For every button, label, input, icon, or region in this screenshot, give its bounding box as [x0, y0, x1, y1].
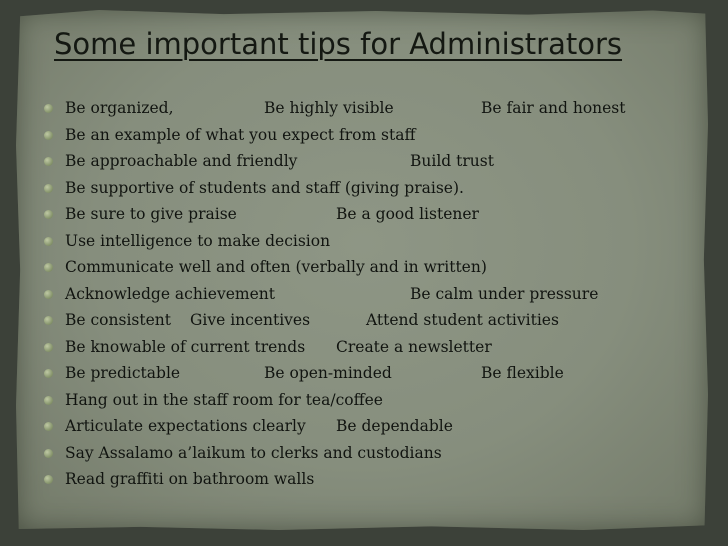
- tip-text: Give incentives: [190, 311, 311, 329]
- list-item: [44, 201, 684, 228]
- list-item: [44, 95, 684, 122]
- list-item: [44, 466, 684, 493]
- bullet-icon: [44, 343, 53, 352]
- slide-title: Some important tips for Administrators: [54, 27, 623, 61]
- tip-text: Be predictable: [65, 364, 181, 382]
- list-item: [44, 307, 684, 334]
- tip-text: Be approachable and friendly: [65, 152, 298, 170]
- tip-text: Be flexible: [481, 364, 564, 382]
- list-item: [44, 413, 684, 440]
- list-item: [44, 334, 684, 361]
- tip-text: Be highly visible: [264, 99, 394, 117]
- tip-text: Hang out in the staff room for tea/coffee: [65, 390, 383, 409]
- bullet-icon: [44, 316, 53, 325]
- tip-text: Articulate expectations clearly: [65, 417, 306, 435]
- tip-text: Be open-minded: [264, 364, 392, 382]
- bullet-icon: [44, 369, 53, 378]
- tip-text: Be sure to give praise: [65, 205, 237, 223]
- tips-list: [44, 95, 684, 493]
- bullet-icon: [44, 237, 53, 246]
- tip-text: Be an example of what you expect from staff: [65, 125, 416, 144]
- tip-text: Be dependable: [336, 417, 453, 435]
- list-item: [44, 175, 684, 202]
- tip-text: Use intelligence to make decision: [65, 231, 331, 250]
- tip-text: Attend student activities: [366, 311, 559, 329]
- bullet-icon: [44, 396, 53, 405]
- bullet-icon: [44, 131, 53, 140]
- tip-text: Be supportive of students and staff (giving praise).: [65, 178, 464, 197]
- list-item: [44, 254, 684, 281]
- list-item: [44, 281, 684, 308]
- list-item: [44, 122, 684, 149]
- list-item: [44, 387, 684, 414]
- tip-text: Build trust: [410, 152, 494, 170]
- list-item: [44, 440, 684, 467]
- tip-text: Be calm under pressure: [410, 284, 599, 303]
- tip-text: Be knowable of current trends: [65, 337, 306, 356]
- list-item: [44, 360, 684, 387]
- tip-text: Communicate well and often (verbally and in written): [65, 258, 487, 276]
- bullet-icon: [44, 210, 53, 219]
- bullet-icon: [44, 475, 53, 484]
- tip-text: Be a good listener: [336, 205, 479, 223]
- bullet-icon: [44, 157, 53, 166]
- bullet-icon: [44, 184, 53, 193]
- bullet-icon: [44, 422, 53, 431]
- tip-text: Read graffiti on bathroom walls: [65, 470, 315, 488]
- bullet-icon: [44, 104, 53, 113]
- bullet-icon: [44, 263, 53, 272]
- tip-text: Be consistent: [65, 311, 171, 329]
- bullet-icon: [44, 449, 53, 458]
- tip-text: Be organized,: [65, 99, 174, 117]
- tip-text: Acknowledge achievement: [65, 284, 275, 303]
- tip-text: Be fair and honest: [481, 99, 626, 117]
- tip-text: Create a newsletter: [336, 337, 492, 356]
- list-item: [44, 228, 684, 255]
- bullet-icon: [44, 290, 53, 299]
- list-item: [44, 148, 684, 175]
- tip-text: Say Assalamo a’laikum to clerks and custodians: [65, 443, 442, 462]
